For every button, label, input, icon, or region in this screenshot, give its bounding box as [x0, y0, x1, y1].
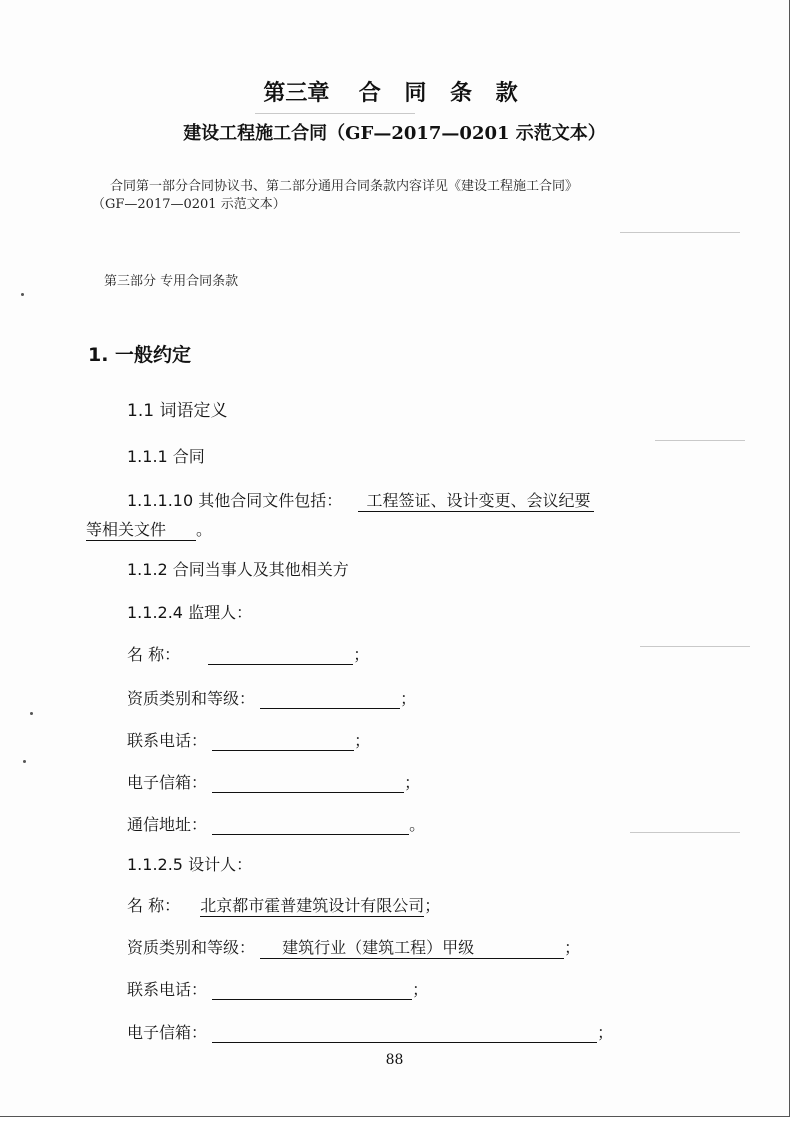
- designer-name-row: [127, 893, 440, 916]
- field-label: 资质类别和等级：: [127, 938, 256, 957]
- field-end-mark: ；: [354, 731, 371, 750]
- designer-heading: 1.1.2.5 设计人：: [127, 855, 253, 874]
- bleed-through-line: [255, 113, 415, 114]
- supervisor-email-field[interactable]: [212, 772, 404, 793]
- field-end-mark: ；: [404, 773, 421, 792]
- supervisor-email-row: [127, 770, 420, 793]
- clause-value: 工程签证、设计变更、会议纪要: [358, 491, 594, 512]
- field-label: 名 称：: [127, 896, 181, 915]
- field-end-mark: ；: [400, 689, 417, 708]
- field-label: 名 称：: [127, 645, 181, 664]
- field-end-mark: ；: [564, 938, 581, 957]
- part-heading: 第三部分 专用合同条款: [104, 274, 239, 289]
- subsection-heading: 1.1 词语定义: [127, 401, 228, 421]
- designer-qualification-field[interactable]: 建筑行业（建筑工程）甲级: [260, 938, 564, 959]
- supervisor-name-row: [127, 642, 369, 665]
- supervisor-phone-field[interactable]: [212, 730, 354, 751]
- field-label: 电子信箱：: [127, 773, 208, 792]
- field-end-mark: ；: [353, 645, 370, 664]
- clause-label: 1.1.1.10 其他合同文件包括：: [127, 491, 343, 510]
- section-heading: 1. 一般约定: [88, 344, 192, 366]
- designer-email-field[interactable]: [212, 1022, 597, 1043]
- bleed-through-line: [640, 646, 750, 647]
- designer-name-field[interactable]: 北京都市霍普建筑设计有限公司: [200, 896, 425, 915]
- clause-parties: 1.1.2 合同当事人及其他相关方: [127, 560, 349, 579]
- scan-speck: [30, 712, 33, 715]
- supervisor-name-field[interactable]: [208, 644, 353, 665]
- field-end-mark: ；: [597, 1023, 614, 1042]
- chapter-name: 合 同 条 款: [358, 80, 526, 106]
- chapter-number: 第三章: [263, 80, 330, 106]
- field-label: 资质类别和等级：: [127, 689, 256, 708]
- document-subtitle: 建设工程施工合同（GF—2017—0201 示范文本）: [183, 123, 606, 144]
- clause-end-mark: 。: [196, 520, 213, 539]
- bleed-through-line: [620, 232, 740, 233]
- designer-qualification-row: [127, 935, 580, 958]
- supervisor-heading: 1.1.2.4 监理人：: [127, 603, 253, 622]
- field-end-mark: 。: [409, 815, 426, 834]
- supervisor-address-field[interactable]: [212, 814, 409, 835]
- clause-other-documents-continued: [86, 517, 212, 540]
- clause-other-documents: [127, 488, 594, 511]
- supervisor-qualification-field[interactable]: [260, 688, 400, 709]
- field-end-mark: ；: [424, 896, 441, 915]
- supervisor-address-row: [127, 812, 425, 835]
- designer-phone-field[interactable]: [212, 979, 412, 1000]
- field-end-mark: ；: [412, 980, 429, 999]
- supervisor-phone-row: [127, 728, 370, 751]
- scan-speck: [21, 293, 24, 296]
- clause-contract: 1.1.1 合同: [127, 447, 205, 466]
- intro-note-line2: （GF—2017—0201 示范文本）: [92, 197, 286, 212]
- chapter-title: [0, 76, 789, 107]
- field-label: 电子信箱：: [127, 1023, 208, 1042]
- supervisor-qualification-row: [127, 686, 416, 709]
- field-label: 通信地址：: [127, 815, 208, 834]
- designer-phone-row: [127, 977, 428, 1000]
- field-label: 联系电话：: [127, 731, 208, 750]
- field-label: 联系电话：: [127, 980, 208, 999]
- intro-note-line1: 合同第一部分合同协议书、第二部分通用合同条款内容详见《建设工程施工合同》: [110, 179, 579, 194]
- scan-speck: [23, 760, 26, 763]
- bleed-through-line: [655, 440, 745, 441]
- designer-email-row: [127, 1020, 613, 1043]
- page-number: 88: [385, 1052, 404, 1068]
- clause-value-continued: 等相关文件: [86, 520, 196, 541]
- bleed-through-line: [630, 832, 740, 833]
